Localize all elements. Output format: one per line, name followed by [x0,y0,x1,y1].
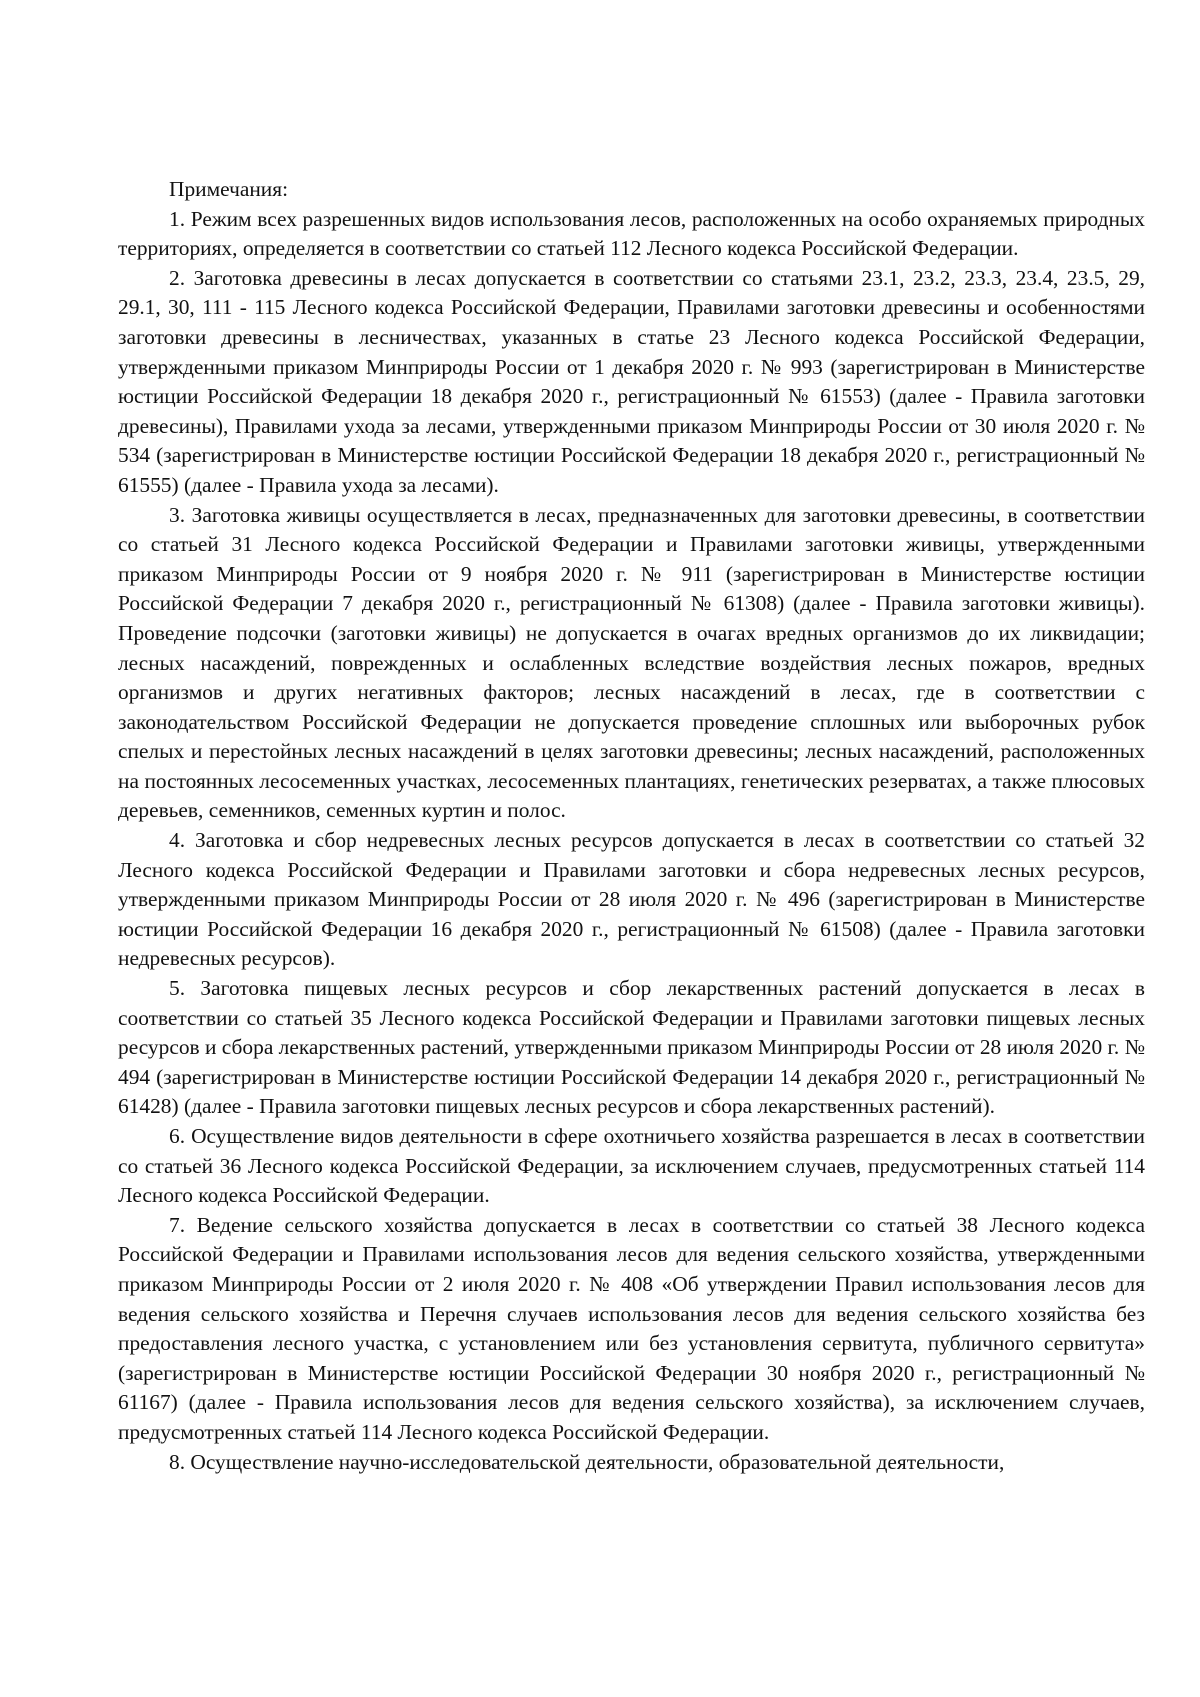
note-2: 2. Заготовка древесины в лесах допускается в соответствии со статьями 23.1, 23.2, 23.3, 23.4, 23.5, 29, 29.1, 30, 111 - 115 Лесного кодекса Российской Федерации, Правилами заготовки древесины и особенностями заготовки древесины в лесничествах, указанных в статье 23 Лесного кодекса Российской Федерации, утвержденными приказом Минприроды России от 1 декабря 2020 г. № 993 (зарегистрирован в Министерстве юстиции Российской Федерации 18 декабря 2020 г., регистрационный № 61553) (далее - Правила заготовки древесины), Правилами ухода за лесами, утвержденными приказом Минприроды России от 30 июля 2020 г. № 534 (зарегистрирован в Министерстве юстиции Российской Федерации 18 декабря 2020 г., регистрационный № 61555) (далее - Правила ухода за лесами). [118,265,1145,497]
note-4: 4. Заготовка и сбор недревесных лесных ресурсов допускается в лесах в соответствии со статьей 32 Лесного кодекса Российской Федерации и Правилами заготовки и сбора недревесных лесных ресурсов, утвержденными приказом Минприроды России от 28 июля 2020 г. № 496 (зарегистрирован в Министерстве юстиции Российской Федерации 16 декабря 2020 г., регистрационный № 61508) (далее - Правила заготовки недревесных ресурсов). [118,828,1145,971]
note-6: 6. Осуществление видов деятельности в сфере охотничьего хозяйства разрешается в лесах в соответствии со статьей 36 Лесного кодекса Российской Федерации, за исключением случаев, предусмотренных статьей 114 Лесного кодекса Российской Федерации. [118,1124,1145,1208]
document-body [118,175,1145,1477]
note-7: 7. Ведение сельского хозяйства допускается в лесах в соответствии со статьей 38 Лесного кодекса Российской Федерации и Правилами использования лесов для ведения сельского хозяйства, утвержденными приказом Минприроды России от 2 июля 2020 г. № 408 «Об утверждении Правил использования лесов для ведения сельского хозяйства и Перечня случаев использования лесов для ведения сельского хозяйства без предоставления лесного участка, с установлением или без установления сервитута, публичного сервитута» (зарегистрирован в Министерстве юстиции Российской Федерации 30 ноября 2020 г., регистрационный № 61167) (далее - Правила использования лесов для ведения сельского хозяйства), за исключением случаев, предусмотренных статьей 114 Лесного кодекса Российской Федерации. [118,1212,1145,1444]
note-1: 1. Режим всех разрешенных видов использования лесов, расположенных на особо охраняемых природных территориях, определяется в соответствии со статьей 112 Лесного кодекса Российской Федерации. [118,206,1145,261]
notes-heading: Примечания: [169,177,289,201]
note-5: 5. Заготовка пищевых лесных ресурсов и сбор лекарственных растений допускается в лесах в соответствии со статьей 35 Лесного кодекса Российской Федерации и Правилами заготовки пищевых лесных ресурсов и сбора лекарственных растений, утвержденными приказом Минприроды России от 28 июля 2020 г. № 494 (зарегистрирован в Министерстве юстиции Российской Федерации 14 декабря 2020 г., регистрационный № 61428) (далее - Правила заготовки пищевых лесных ресурсов и сбора лекарственных растений). [118,976,1145,1119]
note-3: 3. Заготовка живицы осуществляется в лесах, предназначенных для заготовки древесины, в соответствии со статьей 31 Лесного кодекса Российской Федерации и Правилами заготовки живицы, утвержденными приказом Минприроды России от 9 ноября 2020 г. № 911 (зарегистрирован в Министерстве юстиции Российской Федерации 7 декабря 2020 г., регистрационный № 61308) (далее - Правила заготовки живицы). Проведение подсочки (заготовки живицы) не допускается в очагах вредных организмов до их ликвидации; лесных насаждений, поврежденных и ослабленных вследствие воздействия лесных пожаров, вредных организмов и других негативных факторов; лесных насаждений в лесах, где в соответствии с законодательством Российской Федерации не допускается проведение сплошных или выборочных рубок спелых и перестойных лесных насаждений в целях заготовки древесины; лесных насаждений, расположенных на постоянных лесосеменных участках, лесосеменных плантациях, генетических резерватах, а также плюсовых деревьев, семенников, семенных куртин и полос. [118,502,1145,823]
note-8: 8. Осуществление научно-исследовательской деятельности, образовательной деятельности, [169,1449,1005,1474]
